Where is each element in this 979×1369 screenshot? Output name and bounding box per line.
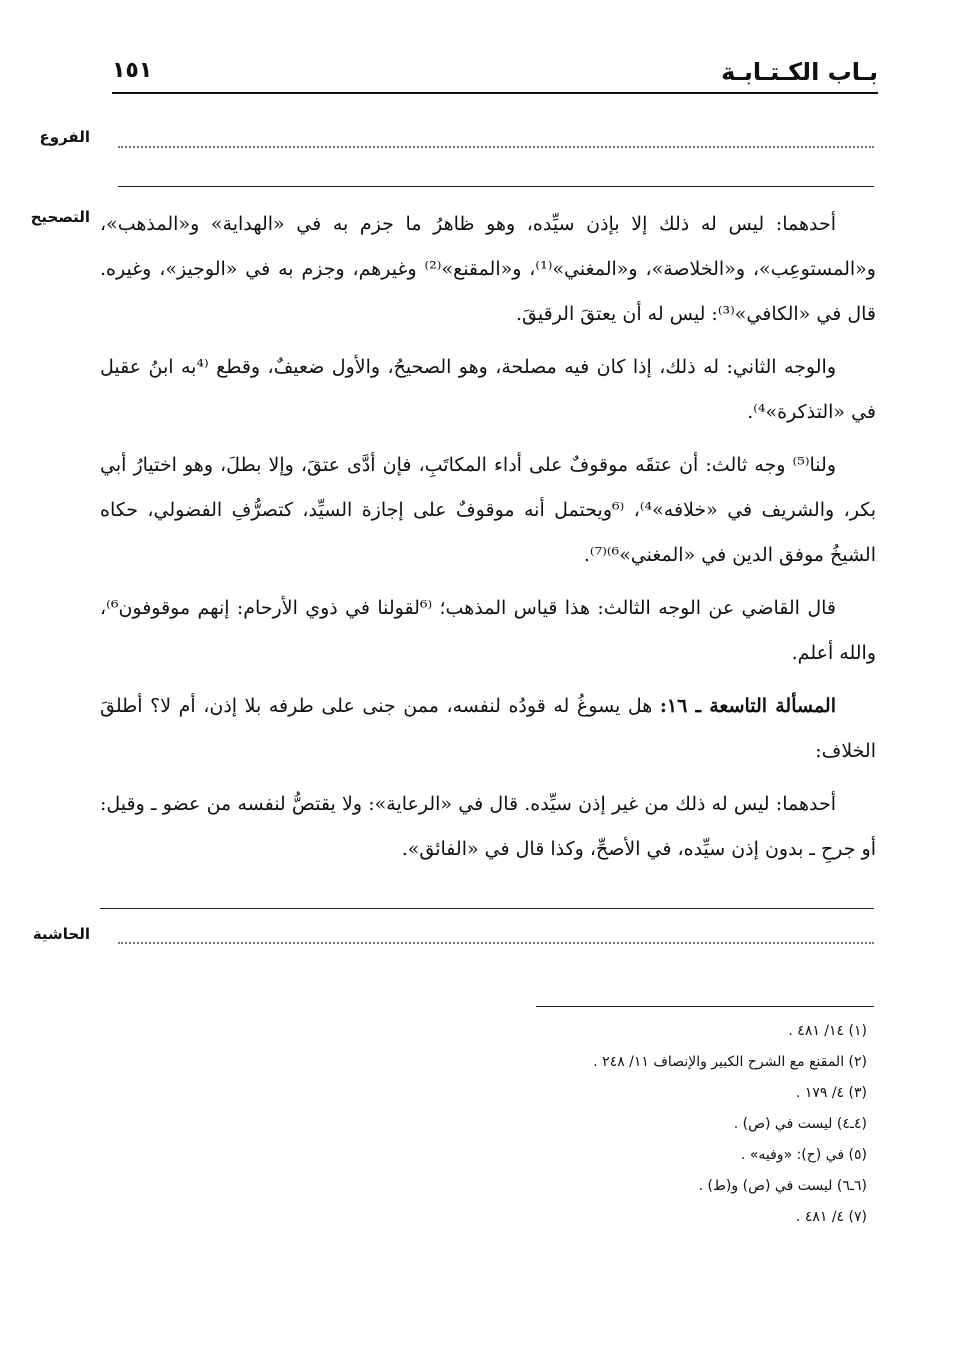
paragraph-1: أحدهما: ليس له ذلك إلا بإذن سيِّده، وهو ظاهرُ ما جزم به في «الهداية» و«المذهب»، و«المستوعِب»، و«الخلاصة»، و«المغني»⁽¹⁾، و«المقنع»⁽²⁾ وغيرهم، وجزم به في «الوجيز»، وغيره. قال في «الكافي»⁽³⁾: ليس له أن يعتقَ الرقيقَ. [100,213,876,325]
paragraph-5 [100,684,876,774]
side-label-hashiya: الحاشية [32,925,90,943]
paragraph-3: ولنا⁽⁵⁾ وجه ثالث: أن عتقَه موقوفٌ على أداء المكاتَبِ، فإن أدَّى عتقَ، وإلا بطلَ، وهو اختيارُ أبي بكر، والشريف في «خلافه»⁴⁾، ⁽⁶ويحتمل أنه موقوفٌ على إجازة السيِّد، كتصرُّفِ الفضولي، حكاه الشيخُ موفق الدين في «المغني»⁶⁾⁽⁷⁾. [100,454,877,566]
footnote-item: (٦ـ٦) ليست في (ص) و(ط) . [698,1178,867,1194]
paragraph-6: أحدهما: ليس له ذلك من غير إذن سيِّده. قال في «الرعاية»: ولا يقتصُّ لنفسه من عضو ـ وقيل: أو جرحِ ـ بدون إذن سيِّده، في الأصحِّ، وكذا قال في «الفائق». [100,793,876,860]
issue-heading: المسألة التاسعة ـ ١٦: [659,695,836,717]
hashiya-dotted-line [118,942,874,944]
footnote-item: (٢) المقنع مع الشرح الكبير والإنصاف ١١/ ٢٤٨ . [593,1054,867,1070]
footnote-separator [536,1006,874,1007]
footnote-item: (٣) ٤/ ١٧٩ . [795,1085,867,1101]
section-divider-top [118,186,874,187]
tashih-body [100,202,876,880]
footnotes [107,1016,867,1233]
footnote-item: (٥) في (ح): «وفيه» . [740,1147,867,1163]
section-divider-bottom [100,908,874,909]
chapter-title: بـاب الكـتـابـة [721,58,878,86]
furu-dotted-line [118,146,874,148]
side-label-tashih: التصحيح [30,208,90,226]
page-number: ١٥١ [112,58,153,83]
side-label-furu: الفروع [39,128,90,146]
footnote-item: (٤ـ٤) ليست في (ص) . [733,1116,867,1132]
paragraph-2: والوجه الثاني: له ذلك، إذا كان فيه مصلحة، وهو الصحيحُ، والأول ضعيفٌ، وقطع ⁽⁴به ابنُ عقيل في «التذكرة»⁴⁾. [100,356,876,423]
footnote-item: (١) ١٤/ ٤٨١ . [788,1023,867,1039]
page-header [112,58,878,94]
footnote-item: (٧) ٤/ ٤٨١ . [795,1209,867,1225]
issue-text: هل يسوغُ له قودُه لنفسه، ممن جنى على طرفه بلا إذن، أم لا؟ أطلقَ الخلاف: [100,695,876,762]
paragraph-4: قال القاضي عن الوجه الثالث: هذا قياس المذهب؛ ⁽⁶لقولنا في ذوي الأرحام: إنهم موقوفون⁶⁾، والله أعلم. [100,597,876,664]
